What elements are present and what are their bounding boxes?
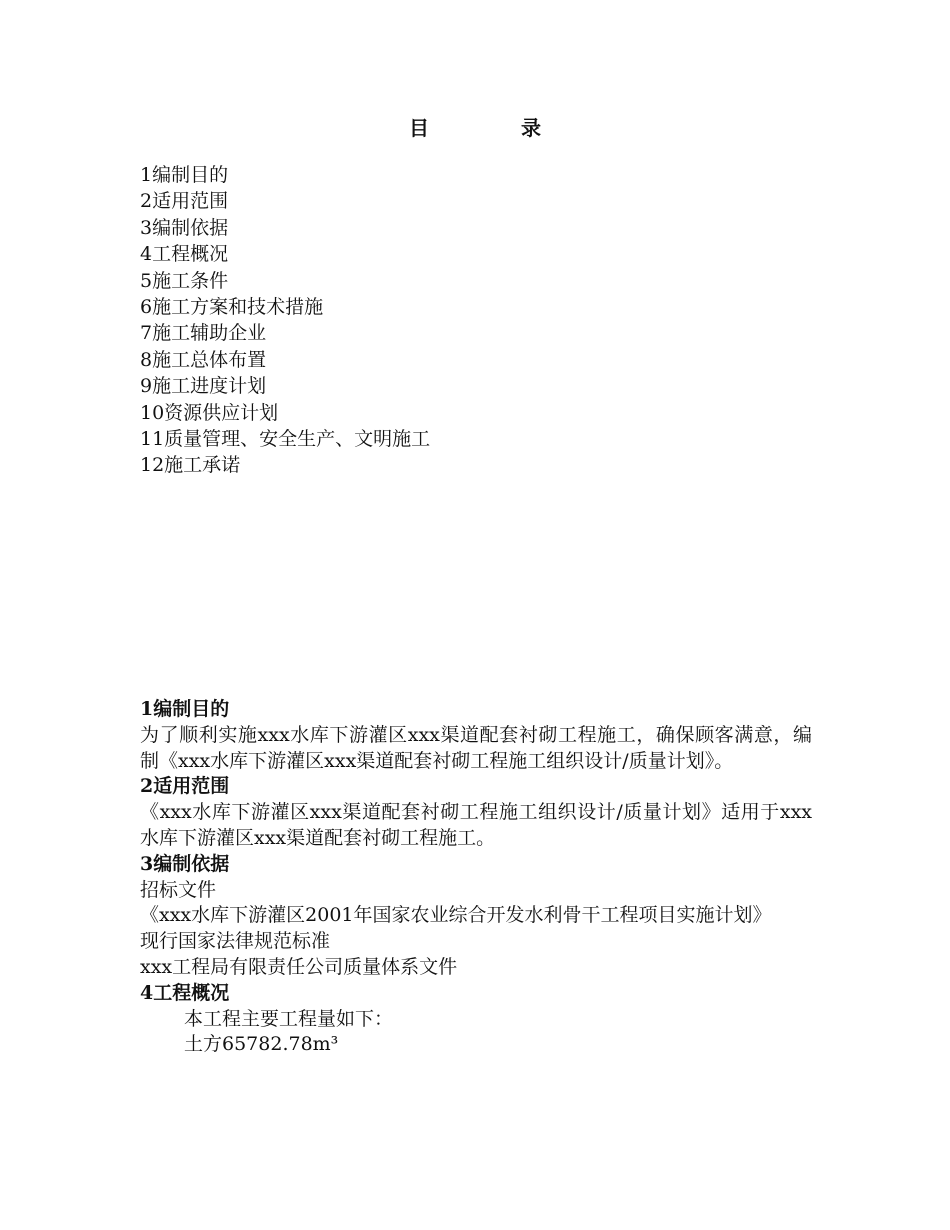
basis-item: 《xxx水库下游灌区2001年国家农业综合开发水利骨干工程项目实施计划》 [140,904,772,927]
overview-earthwork-quantity: 土方65782.78m³ [184,1033,339,1056]
overview-intro: 本工程主要工程量如下： [184,1007,394,1030]
toc-item: 4工程概况 [140,243,229,266]
toc-item: 11质量管理、安全生产、文明施工 [140,427,431,450]
toc-item: 5施工条件 [140,269,229,292]
toc-item: 12施工承诺 [140,454,241,477]
basis-item: 招标文件 [140,878,217,901]
section-text-scope: 《xxx水库下游灌区xxx渠道配套衬砌工程施工组织设计/质量计划》适用于xxx水库下游灌区xxx渠道配套衬砌工程施工。 [140,801,812,849]
toc-item: 1编制目的 [140,164,229,186]
section-heading-overview: 4工程概况 [140,981,230,1004]
basis-item: 现行国家法律规范标准 [140,930,331,953]
document-body [140,697,812,1058]
toc-title-right: 录 [521,116,541,140]
toc-item: 8施工总体布置 [140,348,267,371]
section-heading-scope: 2适用范围 [140,775,230,798]
toc-title [0,112,950,141]
toc-item: 3编制依据 [140,216,229,239]
toc-item: 7施工辅助企业 [140,322,267,345]
section-heading-basis: 3编制依据 [140,852,230,875]
toc-item: 9施工进度计划 [140,375,267,398]
basis-item: xxx工程局有限责任公司质量体系文件 [140,955,458,978]
section-text-purpose: 为了顺利实施xxx水库下游灌区xxx渠道配套衬砌工程施工，确保顾客满意，编制《xxx水库下游灌区xxx渠道配套衬砌工程施工组织设计/质量计划》。 [140,723,812,772]
section-heading-purpose: 1编制目的 [140,698,230,720]
toc-item: 6施工方案和技术措施 [140,295,324,318]
toc-title-left: 目 [409,116,429,140]
toc-item: 2适用范围 [140,190,229,213]
toc-item: 10资源供应计划 [140,401,279,424]
toc-list [140,162,820,479]
